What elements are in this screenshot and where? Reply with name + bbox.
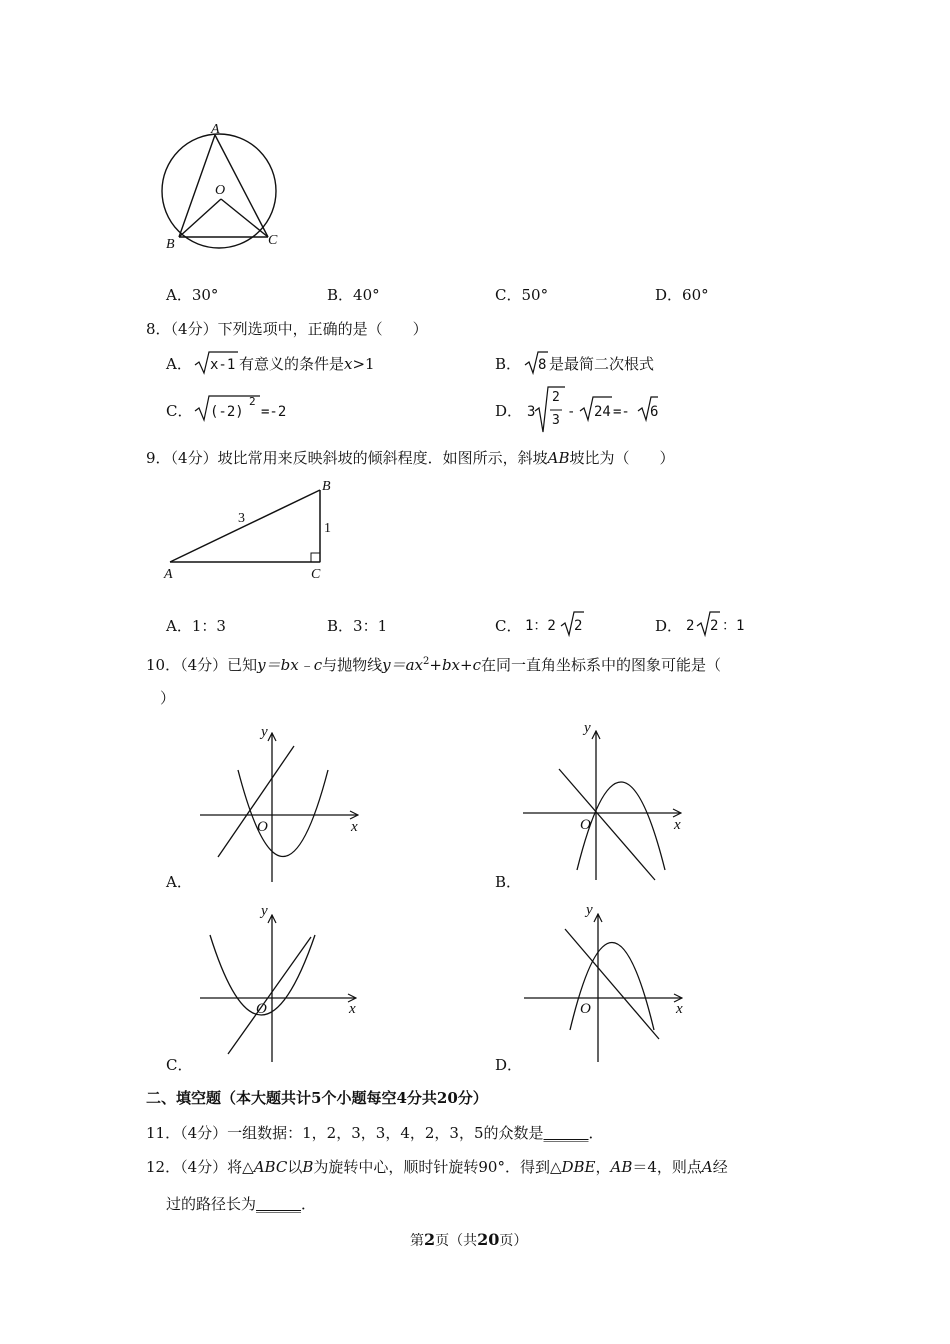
q10-stem: 10．（4分）已知y＝bx﹣c与抛物线$y=ax^2+bx+c$在同一直角坐标系中的图象可能是（: [146, 656, 721, 674]
q10-option-b: B．: [495, 873, 522, 891]
label-c: C: [268, 233, 278, 248]
q8-option-c: C．: [166, 402, 193, 420]
q9-stem: 9．（4分）坡比常用来反映斜坡的倾斜程度．如图所示，斜坡AB坡比为（ ）: [146, 449, 675, 467]
q7-option-b: B．40°: [327, 286, 380, 304]
q10-option-d: D．: [495, 1056, 523, 1074]
label-y: y: [584, 720, 591, 736]
page-footer: 第2页（共20页）: [410, 1230, 528, 1249]
label-y: y: [261, 903, 268, 919]
q8d-numerator: 2: [552, 390, 560, 405]
parabola-graph: [238, 770, 328, 857]
q11-blank: ______: [543, 1124, 589, 1142]
line-graph: [218, 746, 294, 857]
label-o: O: [257, 819, 268, 835]
q12-blank: ______: [256, 1195, 302, 1213]
q10-option-c: C．: [166, 1056, 193, 1074]
q8c-exponent: 2: [249, 395, 256, 408]
label-y: y: [261, 724, 268, 740]
graph-c: [200, 903, 356, 1062]
q11: 11．（4分）一组数据：1，2，3，3，4，2，3，5的众数是______．: [146, 1124, 604, 1142]
label-o: O: [580, 817, 591, 833]
q9-option-c: C．: [495, 617, 522, 635]
q8d-denominator: 3: [552, 413, 560, 428]
label-c: C: [311, 567, 321, 582]
q9d-radicand: 2: [710, 618, 719, 634]
q9-option-d: D．: [655, 617, 683, 635]
q8-stem: 8．（4分）下列选项中，正确的是（ ）: [146, 320, 428, 338]
section-title: 二、填空题（本大题共计5个小题每空4分共20分）: [146, 1089, 488, 1107]
q8-option-a: A．: [166, 355, 192, 373]
q8d-equals: =-: [613, 404, 630, 420]
label-leg: 1: [324, 521, 331, 536]
q8a-text: 有意义的条件是x>1: [239, 355, 375, 373]
label-x: x: [349, 1001, 356, 1017]
line-graph: [228, 937, 311, 1054]
label-b: B: [166, 237, 175, 252]
q8d-minus: -: [567, 404, 576, 420]
q7-option-d: D．60°: [655, 286, 709, 304]
line-graph: [565, 929, 659, 1039]
q8b-radicand: 8: [538, 357, 547, 373]
line-graph: [559, 769, 655, 880]
graph-b: [523, 720, 681, 880]
label-x: x: [676, 1001, 683, 1017]
page-total: 20: [477, 1230, 500, 1249]
q9d-suffix: ：1: [722, 618, 745, 634]
q8d-radicand-6: 6: [650, 404, 659, 420]
page-number: 2: [424, 1230, 436, 1249]
q10-stem-close: ）: [160, 689, 176, 707]
label-a: A: [211, 122, 220, 137]
q12-line2: 过的路径长为______．: [166, 1195, 317, 1213]
q8c-result: =-2: [261, 404, 287, 420]
q9-option-b: B．3：1: [327, 617, 388, 635]
label-x: x: [674, 817, 681, 833]
q9d-coef: 2: [686, 618, 695, 634]
q8-option-d: D．: [495, 402, 523, 420]
label-a: A: [164, 567, 173, 582]
label-y: y: [586, 902, 593, 918]
q8b-text: 是最简二次根式: [549, 355, 655, 373]
q9c-prefix: 1：2: [525, 618, 556, 634]
label-b: B: [322, 479, 331, 494]
label-o: O: [215, 183, 226, 198]
q9c-radicand: 2: [574, 618, 583, 634]
graph-d: [524, 902, 683, 1062]
label-o: O: [580, 1001, 591, 1017]
graph-a: [200, 724, 358, 882]
q8d-coef: 3: [527, 404, 536, 420]
q7-option-c: C．50°: [495, 286, 549, 304]
q9-option-a: A．1：3: [166, 617, 226, 635]
q12-line1: 12．（4分）将△ABC以B为旋转中心，顺时针旋转90°．得到△DBE，AB＝4，则点A经: [146, 1158, 728, 1176]
q8a-radicand: x-1: [210, 357, 236, 373]
label-o: O: [256, 1001, 267, 1017]
q7-option-a: A．30°: [166, 286, 219, 304]
label-hypotenuse: 3: [238, 511, 245, 526]
q10-option-a: A．: [166, 873, 192, 891]
label-x: x: [351, 819, 358, 835]
q8-option-b: B．: [495, 355, 522, 373]
q8c-radicand: (-2): [210, 404, 244, 420]
q8d-radicand-24: 24: [594, 404, 611, 420]
